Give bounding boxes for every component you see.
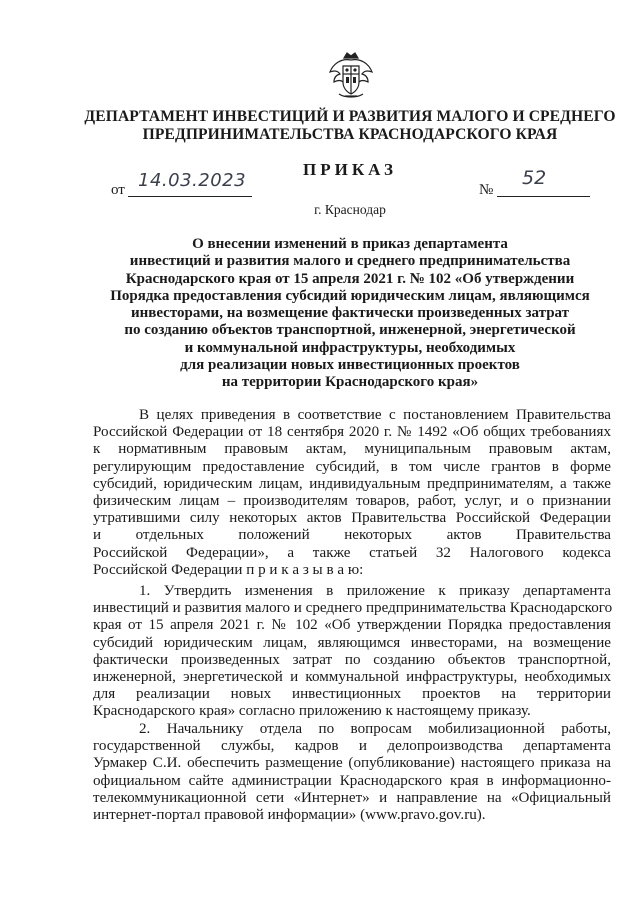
subject-line: инвесторами, на возмещение фактически произведенных затрат [130,305,570,322]
subject-line: Краснодарского края от 15 апреля 2021 г. № 102 «Об утверждении [125,270,575,287]
text-line: телекоммуникационной сети «Интернет» и направление на «Официальный [93,789,611,806]
number-label: № [479,182,494,198]
text-line: официальном сайте администрации Краснодарского края в информационно- [93,772,611,789]
coat-of-arms-icon [327,50,375,100]
text-line: инвестиций и развития малого и среднего предпринимательства Краснодарского [93,600,613,617]
text-line: к нормативным правовым актам, муниципальным правовым актам, [93,441,611,458]
city-name: г. Краснодар [314,202,386,217]
text-line: Российской Федерации п р и к а з ы в а ю: [93,561,364,578]
text-line: В целях приведения в соответствие с постановлением Правительства [139,407,611,423]
text-line: инженерной, энергетической и коммунальной инфраструктуры, необходимых [93,668,611,685]
text-line: субсидий, юридическим лицам, индивидуальным предпринимателям, а также [93,475,611,492]
text-line: края от 15 апреля 2021 г. № 102 «Об утверждении Порядка предоставления [93,617,611,634]
text-line: 2. Начальнику отдела по вопросам мобилизационной работы, [139,721,611,737]
document-type-title: ПРИКАЗ [303,160,397,179]
subject-line: по созданию объектов транспортной, инженерной, энергетической [124,322,576,339]
text-line: для реализации новых инвестиционных проектов на территории [93,686,611,703]
subject-line: О внесении изменений в приказ департамента [192,236,508,252]
clause-1-paragraph [93,583,611,721]
order-subject [100,236,600,392]
text-line: Российской Федерации от 18 сентября 2020 г. № 1492 «Об общих требованиях [93,424,611,441]
text-line: физическим лицам – производителям товаров, работ, услуг, и о признании [93,492,611,509]
subject-line: инвестиций и развития малого и среднего предпринимательства [129,253,571,270]
text-line: Урмакер С.И. обеспечить размещение (опубликование) настоящего приказа на [93,755,611,772]
order-number: 52 [522,167,547,189]
subject-line: на территории Краснодарского края» [221,374,479,391]
subject-line: и коммунальной инфраструктуры, необходимых [184,339,516,356]
text-line: Российской Федерации», а также статьей 32 Налогового кодекса [93,544,611,561]
date-from-label: от [111,182,125,198]
text-line: государственной службы, кадров и делопроизводства департамента [93,738,611,755]
order-date: 14.03.2023 [138,170,247,191]
preamble-paragraph [93,407,611,579]
department-name-line1: ДЕПАРТАМЕНТ ИНВЕСТИЦИЙ И РАЗВИТИЯ МАЛОГО И СРЕДНЕГО [84,108,616,125]
subject-line: Порядка предоставления субсидий юридическим лицам, являющимся [110,287,590,304]
subject-line: для реализации новых инвестиционных проектов [180,357,520,374]
clause-2-paragraph [93,721,611,824]
text-line: фактически произведенных затрат по созданию объектов транспортной, [93,651,611,668]
text-line: субсидий юридическим лицам, являющимся инвесторами, на возмещение [93,634,611,651]
department-name-line2: ПРЕДПРИНИМАТЕЛЬСТВА КРАСНОДАРСКОГО КРАЯ [142,126,558,143]
text-line: и отдельных положений некоторых актов Правительства [93,527,611,544]
text-line: интернет-портал правовой информации» (www.pravo.gov.ru). [93,806,486,823]
text-line: утратившими силу некоторых актов Правительства Российской Федерации [93,510,611,527]
text-line: Краснодарского края» согласно приложению к настоящему приказу. [93,703,531,720]
text-line: регулирующим предоставление субсидий, в том числе грантов в форме [93,458,611,475]
text-line: 1. Утвердить изменения в приложение к приказу департамента [139,583,611,599]
